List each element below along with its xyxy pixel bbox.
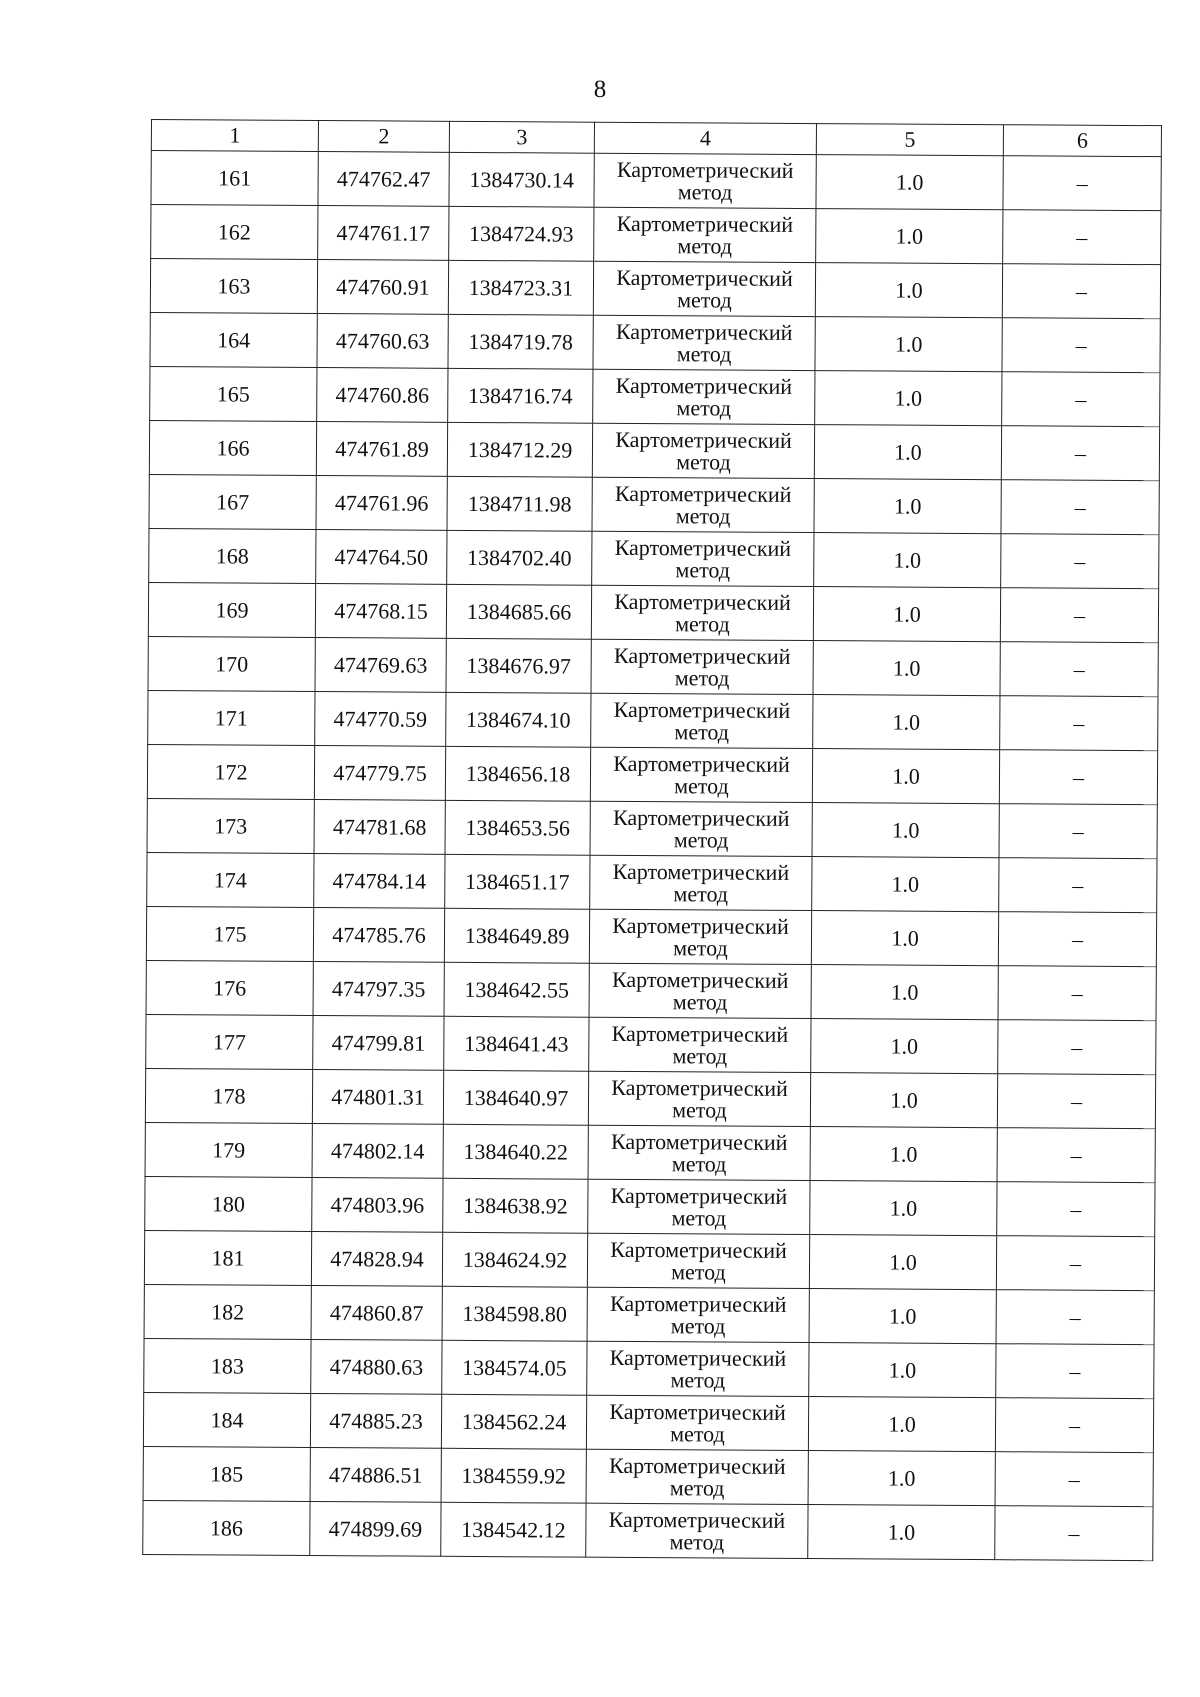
point-number-cell: 185 xyxy=(143,1446,310,1501)
table-row xyxy=(145,1122,1155,1182)
point-number-cell: 168 xyxy=(149,528,316,583)
point-number-cell: 183 xyxy=(144,1338,311,1393)
table-row xyxy=(147,798,1157,858)
note-cell: – xyxy=(1003,210,1161,265)
point-number-cell: 176 xyxy=(146,960,313,1015)
method-cell xyxy=(588,1071,810,1126)
y-coordinate-cell: 1384624.92 xyxy=(442,1232,587,1287)
y-coordinate-cell: 1384559.92 xyxy=(441,1448,586,1503)
note-cell: – xyxy=(998,966,1156,1021)
y-coordinate-cell: 1384716.74 xyxy=(448,368,593,423)
point-number-cell: 166 xyxy=(149,420,316,475)
point-number-cell: 177 xyxy=(146,1014,313,1069)
method-line-1: Картометрический xyxy=(612,912,789,939)
x-coordinate-cell: 474828.94 xyxy=(311,1232,442,1287)
method-line-2: метод xyxy=(669,1474,725,1501)
x-coordinate-cell: 474803.96 xyxy=(312,1178,443,1233)
table-row xyxy=(143,1446,1153,1506)
point-number-cell: 163 xyxy=(150,259,317,314)
x-coordinate-cell: 474880.63 xyxy=(311,1340,442,1395)
note-cell: – xyxy=(998,912,1156,967)
method-cell xyxy=(590,855,812,910)
x-coordinate-cell: 474801.31 xyxy=(312,1070,443,1125)
method-line-2: метод xyxy=(671,1150,727,1177)
y-coordinate-cell: 1384730.14 xyxy=(449,152,594,207)
point-number-cell: 173 xyxy=(147,798,314,853)
method-line-2: метод xyxy=(676,340,732,367)
accuracy-cell: 1.0 xyxy=(815,263,1002,318)
method-line-1: Картометрический xyxy=(608,1452,786,1479)
accuracy-cell: 1.0 xyxy=(811,1019,998,1074)
point-number-cell: 174 xyxy=(147,852,314,907)
table-row xyxy=(146,906,1156,966)
method-line-1: Картометрический xyxy=(612,858,790,885)
method-line-2: метод xyxy=(675,556,731,583)
accuracy-cell: 1.0 xyxy=(814,533,1001,588)
accuracy-cell: 1.0 xyxy=(809,1235,996,1290)
accuracy-cell: 1.0 xyxy=(814,479,1001,534)
x-coordinate-cell: 474769.63 xyxy=(315,638,446,693)
page-number: 8 xyxy=(593,76,607,103)
table-row xyxy=(148,582,1158,642)
point-number-cell: 171 xyxy=(148,690,315,745)
point-number-cell: 167 xyxy=(149,474,316,529)
header-col-6: 6 xyxy=(1003,125,1161,157)
x-coordinate-cell: 474802.14 xyxy=(312,1124,443,1179)
accuracy-cell: 1.0 xyxy=(815,317,1002,372)
accuracy-cell: 1.0 xyxy=(808,1505,995,1560)
x-coordinate-cell: 474799.81 xyxy=(313,1016,444,1071)
method-cell xyxy=(588,1179,810,1234)
method-cell xyxy=(592,423,814,478)
x-coordinate-cell: 474770.59 xyxy=(315,692,446,747)
y-coordinate-cell: 1384651.17 xyxy=(445,854,590,909)
method-line-2: метод xyxy=(670,1366,726,1393)
y-coordinate-cell: 1384562.24 xyxy=(441,1394,586,1449)
method-line-2: метод xyxy=(675,502,731,529)
method-line-2: метод xyxy=(677,232,733,259)
method-line-2: метод xyxy=(673,934,728,961)
x-coordinate-cell: 474784.14 xyxy=(314,854,445,909)
point-number-cell: 165 xyxy=(150,366,317,421)
table-row xyxy=(150,366,1160,426)
method-line-2: метод xyxy=(673,880,729,907)
y-coordinate-cell: 1384719.78 xyxy=(448,314,593,369)
table-row xyxy=(149,528,1159,588)
x-coordinate-cell: 474785.76 xyxy=(313,908,444,963)
method-cell xyxy=(591,639,813,694)
method-line-2: метод xyxy=(674,772,729,799)
y-coordinate-cell: 1384702.40 xyxy=(447,530,592,585)
method-cell xyxy=(586,1395,808,1450)
table-body xyxy=(143,151,1162,1561)
table-row xyxy=(148,690,1158,750)
y-coordinate-cell: 1384642.55 xyxy=(444,962,589,1017)
method-line-2: метод xyxy=(671,1258,726,1285)
note-cell: – xyxy=(995,1506,1153,1561)
method-cell xyxy=(593,369,815,424)
y-coordinate-cell: 1384641.43 xyxy=(444,1016,589,1071)
point-number-cell: 161 xyxy=(151,151,318,206)
method-cell xyxy=(594,207,816,262)
x-coordinate-cell: 474797.35 xyxy=(313,962,444,1017)
accuracy-cell: 1.0 xyxy=(813,587,1000,642)
x-coordinate-cell: 474760.86 xyxy=(317,368,448,423)
method-line-1: Картометрический xyxy=(613,696,791,723)
note-cell: – xyxy=(1002,264,1160,319)
method-line-1: Картометрический xyxy=(611,1074,788,1101)
table-row xyxy=(146,1014,1156,1074)
point-number-cell: 178 xyxy=(145,1068,312,1123)
accuracy-cell: 1.0 xyxy=(815,371,1002,426)
accuracy-cell: 1.0 xyxy=(811,965,998,1020)
method-line-1: Картометрический xyxy=(615,318,793,345)
x-coordinate-cell: 474761.17 xyxy=(318,206,449,261)
method-line-1: Картометрический xyxy=(614,588,791,615)
x-coordinate-cell: 474760.91 xyxy=(317,260,448,315)
table-row xyxy=(149,474,1159,534)
table-row xyxy=(148,636,1158,696)
method-line-2: метод xyxy=(674,718,730,745)
note-cell: – xyxy=(1000,696,1158,751)
method-cell xyxy=(594,153,816,208)
method-line-2: метод xyxy=(677,178,733,205)
accuracy-cell: 1.0 xyxy=(814,425,1001,480)
method-cell xyxy=(588,1125,810,1180)
method-line-1: Картометрический xyxy=(611,966,789,993)
y-coordinate-cell: 1384676.97 xyxy=(446,638,591,693)
method-line-1: Картометрический xyxy=(614,534,792,561)
x-coordinate-cell: 474761.96 xyxy=(316,476,447,531)
note-cell: – xyxy=(995,1398,1153,1453)
method-line-1: Картометрический xyxy=(614,480,792,507)
accuracy-cell: 1.0 xyxy=(809,1289,996,1344)
y-coordinate-cell: 1384649.89 xyxy=(444,908,589,963)
y-coordinate-cell: 1384574.05 xyxy=(442,1340,587,1395)
method-line-2: метод xyxy=(676,448,731,475)
y-coordinate-cell: 1384638.92 xyxy=(443,1178,588,1233)
method-cell xyxy=(587,1287,809,1342)
table-row xyxy=(146,960,1156,1020)
table-row xyxy=(147,852,1157,912)
method-cell xyxy=(590,747,812,802)
method-cell xyxy=(590,801,812,856)
point-number-cell: 162 xyxy=(151,205,318,260)
point-number-cell: 179 xyxy=(145,1122,312,1177)
method-line-2: метод xyxy=(671,1204,727,1231)
point-number-cell: 180 xyxy=(145,1176,312,1231)
y-coordinate-cell: 1384640.97 xyxy=(443,1070,588,1125)
x-coordinate-cell: 474779.75 xyxy=(314,746,445,801)
table-row xyxy=(149,420,1159,480)
method-line-1: Картометрический xyxy=(610,1128,788,1155)
method-line-1: Картометрический xyxy=(615,426,792,453)
y-coordinate-cell: 1384712.29 xyxy=(447,422,592,477)
method-cell xyxy=(587,1341,809,1396)
table-row xyxy=(150,312,1160,372)
table-row xyxy=(144,1230,1154,1290)
header-col-5: 5 xyxy=(816,124,1003,156)
method-cell xyxy=(589,963,811,1018)
note-cell: – xyxy=(1002,372,1160,427)
method-line-1: Картометрический xyxy=(611,1020,789,1047)
method-line-1: Картометрический xyxy=(612,804,790,831)
table-row xyxy=(151,205,1161,265)
method-line-1: Картометрический xyxy=(608,1506,786,1533)
method-line-1: Картометрический xyxy=(609,1290,787,1317)
y-coordinate-cell: 1384723.31 xyxy=(448,260,593,315)
accuracy-cell: 1.0 xyxy=(812,857,999,912)
method-line-1: Картометрический xyxy=(609,1398,786,1425)
accuracy-cell: 1.0 xyxy=(813,695,1000,750)
x-coordinate-cell: 474860.87 xyxy=(311,1286,442,1341)
table-row xyxy=(144,1338,1154,1398)
method-line-2: метод xyxy=(669,1528,725,1555)
point-number-cell: 170 xyxy=(148,636,315,691)
x-coordinate-cell: 474899.69 xyxy=(310,1501,441,1556)
accuracy-cell: 1.0 xyxy=(810,1181,997,1236)
method-cell xyxy=(591,693,813,748)
accuracy-cell: 1.0 xyxy=(808,1451,995,1506)
header-col-2: 2 xyxy=(318,121,449,153)
x-coordinate-cell: 474762.47 xyxy=(318,152,449,207)
method-line-1: Картометрический xyxy=(616,156,794,183)
note-cell: – xyxy=(997,1182,1155,1237)
accuracy-cell: 1.0 xyxy=(811,911,998,966)
point-number-cell: 182 xyxy=(144,1284,311,1339)
method-cell xyxy=(593,261,815,316)
method-cell xyxy=(586,1503,808,1558)
note-cell: – xyxy=(996,1290,1154,1345)
table-row xyxy=(143,1392,1153,1452)
method-line-2: метод xyxy=(674,664,730,691)
method-cell xyxy=(587,1233,809,1288)
coordinates-table xyxy=(142,119,1162,1561)
accuracy-cell: 1.0 xyxy=(812,803,999,858)
method-line-1: Картометрический xyxy=(609,1344,787,1371)
method-line-2: метод xyxy=(670,1312,726,1339)
note-cell: – xyxy=(1002,318,1160,373)
method-cell xyxy=(589,909,811,964)
y-coordinate-cell: 1384685.66 xyxy=(446,584,591,639)
note-cell: – xyxy=(998,1020,1156,1075)
note-cell: – xyxy=(996,1236,1154,1291)
note-cell: – xyxy=(997,1128,1155,1183)
method-line-1: Картометрический xyxy=(610,1236,787,1263)
x-coordinate-cell: 474886.51 xyxy=(310,1447,441,1502)
accuracy-cell: 1.0 xyxy=(816,155,1003,210)
note-cell: – xyxy=(999,804,1157,859)
x-coordinate-cell: 474781.68 xyxy=(314,800,445,855)
table-row xyxy=(145,1176,1155,1236)
method-line-2: метод xyxy=(672,1096,727,1123)
point-number-cell: 181 xyxy=(144,1230,311,1285)
method-cell xyxy=(592,477,814,532)
note-cell: – xyxy=(996,1344,1154,1399)
method-line-1: Картометрический xyxy=(613,750,790,777)
method-line-2: метод xyxy=(676,394,732,421)
note-cell: – xyxy=(999,750,1157,805)
method-cell xyxy=(586,1449,808,1504)
point-number-cell: 172 xyxy=(147,744,314,799)
y-coordinate-cell: 1384674.10 xyxy=(446,692,591,747)
table-row xyxy=(151,151,1161,211)
accuracy-cell: 1.0 xyxy=(810,1127,997,1182)
accuracy-cell: 1.0 xyxy=(809,1343,996,1398)
method-line-2: метод xyxy=(673,826,729,853)
header-col-1: 1 xyxy=(151,120,318,152)
point-number-cell: 164 xyxy=(150,312,317,367)
method-line-2: метод xyxy=(675,610,730,637)
table-row xyxy=(143,1500,1153,1560)
table-row xyxy=(150,259,1160,319)
method-line-1: Картометрический xyxy=(616,210,794,237)
method-line-1: Картометрический xyxy=(616,264,793,291)
method-line-2: метод xyxy=(670,1420,725,1447)
method-line-2: метод xyxy=(672,988,728,1015)
accuracy-cell: 1.0 xyxy=(812,749,999,804)
x-coordinate-cell: 474761.89 xyxy=(316,422,447,477)
method-cell xyxy=(592,531,814,586)
y-coordinate-cell: 1384640.22 xyxy=(443,1124,588,1179)
y-coordinate-cell: 1384598.80 xyxy=(442,1286,587,1341)
x-coordinate-cell: 474764.50 xyxy=(316,530,447,585)
note-cell: – xyxy=(1000,642,1158,697)
x-coordinate-cell: 474768.15 xyxy=(315,584,446,639)
method-cell xyxy=(591,585,813,640)
y-coordinate-cell: 1384656.18 xyxy=(445,746,590,801)
note-cell: – xyxy=(997,1074,1155,1129)
accuracy-cell: 1.0 xyxy=(816,209,1003,264)
note-cell: – xyxy=(995,1452,1153,1507)
note-cell: – xyxy=(1003,156,1161,211)
note-cell: – xyxy=(1000,588,1158,643)
method-line-2: метод xyxy=(672,1042,728,1069)
header-col-4: 4 xyxy=(594,122,816,154)
method-line-1: Картометрический xyxy=(615,372,793,399)
note-cell: – xyxy=(999,858,1157,913)
note-cell: – xyxy=(1001,534,1159,589)
accuracy-cell: 1.0 xyxy=(808,1397,995,1452)
x-coordinate-cell: 474885.23 xyxy=(310,1393,441,1448)
y-coordinate-cell: 1384542.12 xyxy=(441,1502,586,1557)
method-line-2: метод xyxy=(677,286,732,313)
y-coordinate-cell: 1384711.98 xyxy=(447,476,592,531)
point-number-cell: 184 xyxy=(143,1392,310,1447)
table-row xyxy=(144,1284,1154,1344)
method-cell xyxy=(589,1017,811,1072)
accuracy-cell: 1.0 xyxy=(810,1073,997,1128)
method-cell xyxy=(593,315,815,370)
point-number-cell: 169 xyxy=(148,582,315,637)
table-row xyxy=(145,1068,1155,1128)
note-cell: – xyxy=(1001,480,1159,535)
point-number-cell: 175 xyxy=(146,906,313,961)
header-col-3: 3 xyxy=(449,121,594,153)
x-coordinate-cell: 474760.63 xyxy=(317,314,448,369)
point-number-cell: 186 xyxy=(143,1500,310,1555)
note-cell: – xyxy=(1001,426,1159,481)
accuracy-cell: 1.0 xyxy=(813,641,1000,696)
method-line-1: Картометрический xyxy=(610,1182,788,1209)
method-line-1: Картометрический xyxy=(613,642,791,669)
y-coordinate-cell: 1384724.93 xyxy=(449,206,594,261)
table-row xyxy=(147,744,1157,804)
y-coordinate-cell: 1384653.56 xyxy=(445,800,590,855)
